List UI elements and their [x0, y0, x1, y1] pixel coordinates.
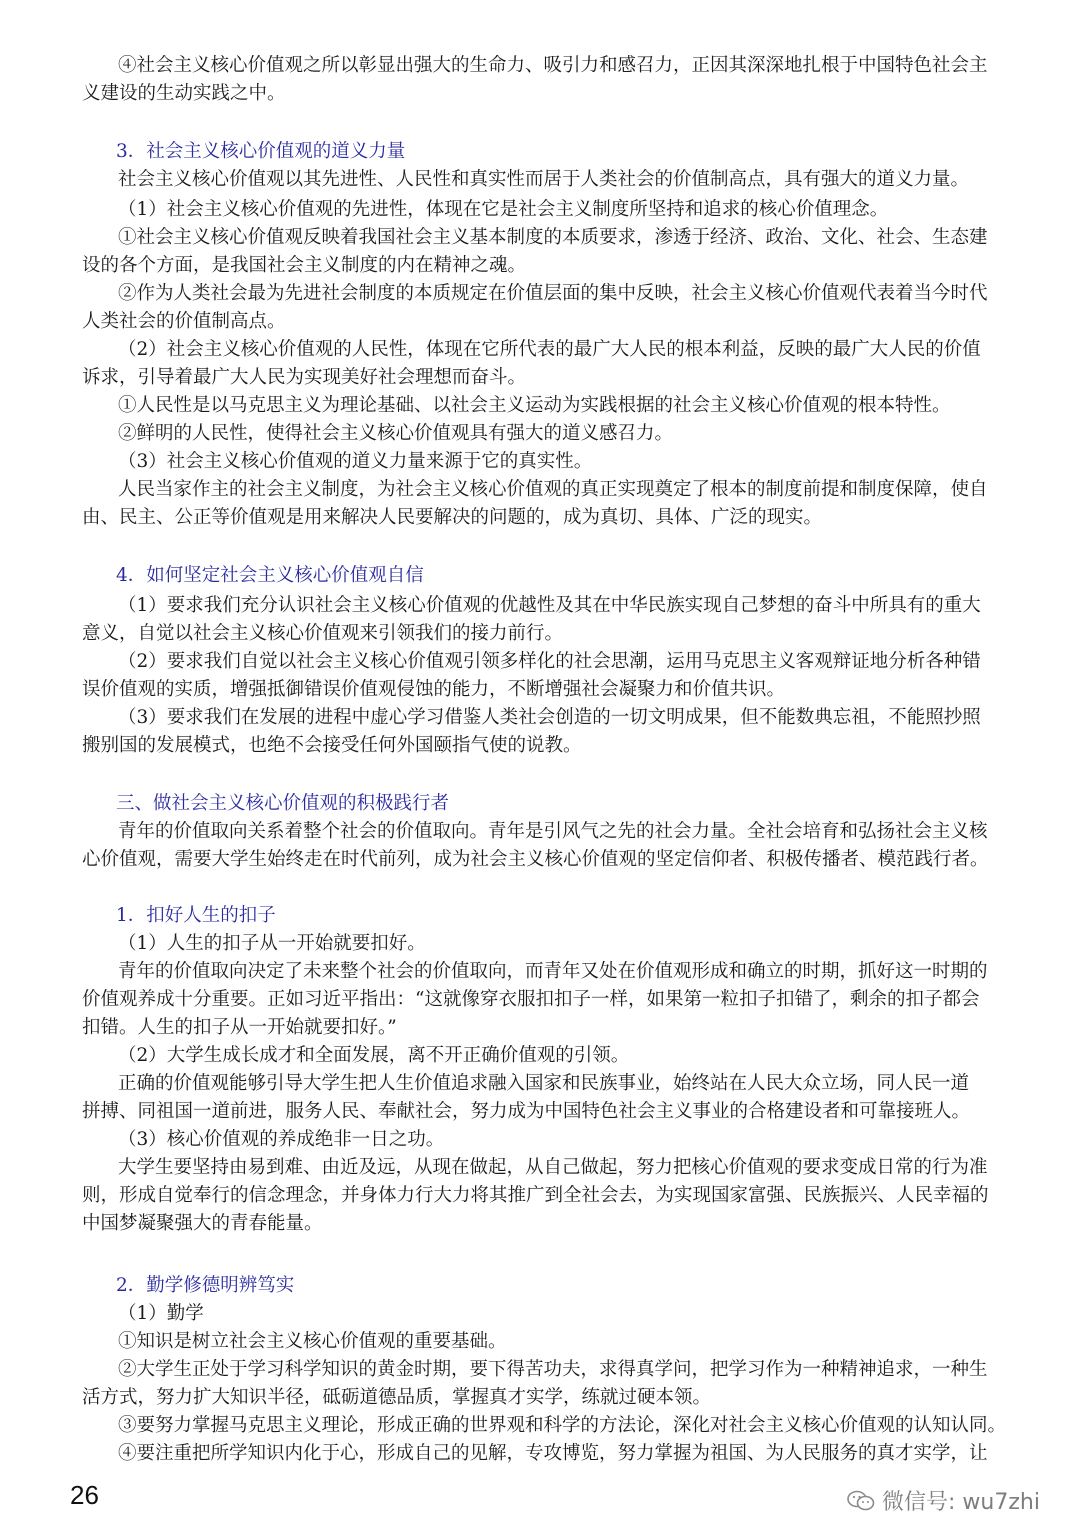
section-heading-1 — [116, 902, 276, 930]
text-line: 活方式，努力扩大知识半径，砥砺道德品质，掌握真才实学，练就过硬本领。 — [82, 1387, 712, 1408]
text-line: 则，形成自觉奉行的信念理念，并身体力行大力将其推广到全社会去，为实现国家富强、民族振兴、人民幸福的 — [82, 1185, 989, 1206]
section-heading-3 — [116, 138, 405, 166]
paragraph-block-confidence — [82, 592, 1012, 760]
text-line: （1）勤学 — [118, 1303, 204, 1324]
text-line: （1）人生的扣子从一开始就要扣好。 — [118, 933, 426, 954]
heading-text: 2．勤学修德明辨笃实 — [116, 1275, 295, 1296]
paragraph-youth — [82, 818, 1012, 874]
text-line: 诉求，引导着最广大人民为实现美好社会理想而奋斗。 — [82, 367, 527, 388]
text-line: ①人民性是以马克思主义为理论基础、以社会主义运动为实践根据的社会主义核心价值观的根本特性。 — [118, 395, 951, 416]
text-line: 意义，自觉以社会主义核心价值观来引领我们的接力前行。 — [82, 623, 564, 644]
text-line: 大学生要坚持由易到难、由近及远，从现在做起，从自己做起，努力把核心价值观的要求变成日常的行为准 — [118, 1157, 988, 1178]
text-line: 价值观养成十分重要。正如习近平指出：“这就像穿衣服扣扣子一样，如果第一粒扣子扣错了，剩余的扣子都会 — [82, 989, 980, 1010]
text-line: ②鲜明的人民性，使得社会主义核心价值观具有强大的道义感召力。 — [118, 423, 674, 444]
text-line: 拼搏、同祖国一道前进，服务人民、奉献社会，努力成为中国特色社会主义事业的合格建设者和可靠接班人。 — [82, 1101, 971, 1122]
text-line: 青年的价值取向关系着整个社会的价值取向。青年是引风气之先的社会力量。全社会培育和弘扬社会主义核 — [118, 821, 988, 842]
text-line: 正确的价值观能够引导大学生把人生价值追求融入国家和民族事业，始终站在人民大众立场，同人民一道 — [118, 1073, 970, 1094]
text-line: ③要努力掌握马克思主义理论，形成正确的世界观和科学的方法论，深化对社会主义核心价值观的认知认同。 — [118, 1415, 1007, 1436]
text-line: 设的各个方面，是我国社会主义制度的内在精神之魂。 — [82, 255, 527, 276]
text-line: 中国梦凝聚强大的青春能量。 — [82, 1213, 323, 1234]
text-line: 搬别国的发展模式，也绝不会接受任何外国颐指气使的说教。 — [82, 735, 582, 756]
text-line: ②大学生正处于学习科学知识的黄金时期，要下得苦功夫，求得真学问，把学习作为一种精神追求，一种生 — [118, 1359, 988, 1380]
page-number: 26 — [70, 1480, 99, 1510]
text-line: 扣错。人生的扣子从一开始就要扣好。” — [82, 1017, 397, 1038]
paragraph-intro — [82, 52, 1012, 108]
text-line: ①社会主义核心价值观反映着我国社会主义基本制度的本质要求，渗透于经济、政治、文化、社会、生态建 — [118, 227, 988, 248]
text-line: （2）大学生成长成才和全面发展，离不开正确价值观的引领。 — [118, 1045, 630, 1066]
text-line: （2）要求我们自觉以社会主义核心价值观引领多样化的社会思潮，运用马克思主义客观辩证地分析各种错 — [118, 651, 981, 672]
text-line: ④社会主义核心价值观之所以彰显出强大的生命力、吸引力和感召力，正因其深深地扎根于中国特色社会主 — [118, 55, 988, 76]
watermark-text: 微信号: wu7zhi — [882, 1490, 1040, 1515]
text-line: 人类社会的价值制高点。 — [82, 311, 286, 332]
text-line: （1）要求我们充分认识社会主义核心价值观的优越性及其在中华民族实现自己梦想的奋斗中所具有的重大 — [118, 595, 981, 616]
paragraph-block-advanced — [82, 196, 1012, 532]
text-line: （3）社会主义核心价值观的道义力量来源于它的真实性。 — [118, 451, 593, 472]
paragraph-block-buttons — [82, 930, 1012, 1238]
section-heading-4 — [116, 562, 424, 590]
text-line: （1）社会主义核心价值观的先进性，体现在它是社会主义制度所坚持和追求的核心价值理念。 — [118, 199, 889, 220]
text-line: 义建设的生动实践之中。 — [82, 83, 286, 104]
heading-text: 4．如何坚定社会主义核心价值观自信 — [116, 565, 424, 586]
chapter-heading-3 — [116, 790, 449, 818]
paragraph-block-study — [82, 1300, 1012, 1468]
text-line: 由、民主、公正等价值观是用来解决人民要解决的问题的，成为真切、具体、广泛的现实。 — [82, 507, 823, 528]
wechat-logo-icon — [846, 1489, 876, 1513]
section-heading-2 — [116, 1272, 294, 1300]
text-line: 人民当家作主的社会主义制度，为社会主义核心价值观的真正实现奠定了根本的制度前提和制度保障，使自 — [118, 479, 988, 500]
text-line: （2）社会主义核心价值观的人民性，体现在它所代表的最广大人民的根本利益，反映的最广大人民的价值 — [118, 339, 981, 360]
text-line: ④要注重把所学知识内化于心，形成自己的见解，专攻博览，努力掌握为祖国、为人民服务的真才实学，让 — [118, 1443, 988, 1464]
paragraph-moral-power — [82, 166, 1012, 194]
heading-text: 三、做社会主义核心价值观的积极践行者 — [116, 793, 450, 814]
heading-text: 3．社会主义核心价值观的道义力量 — [116, 141, 406, 162]
text-line: ①知识是树立社会主义核心价值观的重要基础。 — [118, 1331, 507, 1352]
text-line: ②作为人类社会最为先进社会制度的本质规定在价值层面的集中反映，社会主义核心价值观代表着当今时代 — [118, 283, 988, 304]
text-line: 社会主义核心价值观以其先进性、人民性和真实性而居于人类社会的价值制高点，具有强大的道义力量。 — [118, 169, 970, 190]
text-line: 心价值观，需要大学生始终走在时代前列，成为社会主义核心价值观的坚定信仰者、积极传播者、模范践行者。 — [82, 849, 989, 870]
text-line: （3）要求我们在发展的进程中虚心学习借鉴人类社会创造的一切文明成果，但不能数典忘祖，不能照抄照 — [118, 707, 981, 728]
text-line: 误价值观的实质，增强抵御错误价值观侵蚀的能力，不断增强社会凝聚力和价值共识。 — [82, 679, 786, 700]
text-line: 青年的价值取向决定了未来整个社会的价值取向，而青年又处在价值观形成和确立的时期，抓好这一时期的 — [118, 961, 988, 982]
wechat-watermark — [846, 1485, 1040, 1516]
heading-text: 1．扣好人生的扣子 — [116, 905, 276, 926]
text-line: （3）核心价值观的养成绝非一日之功。 — [118, 1129, 445, 1150]
